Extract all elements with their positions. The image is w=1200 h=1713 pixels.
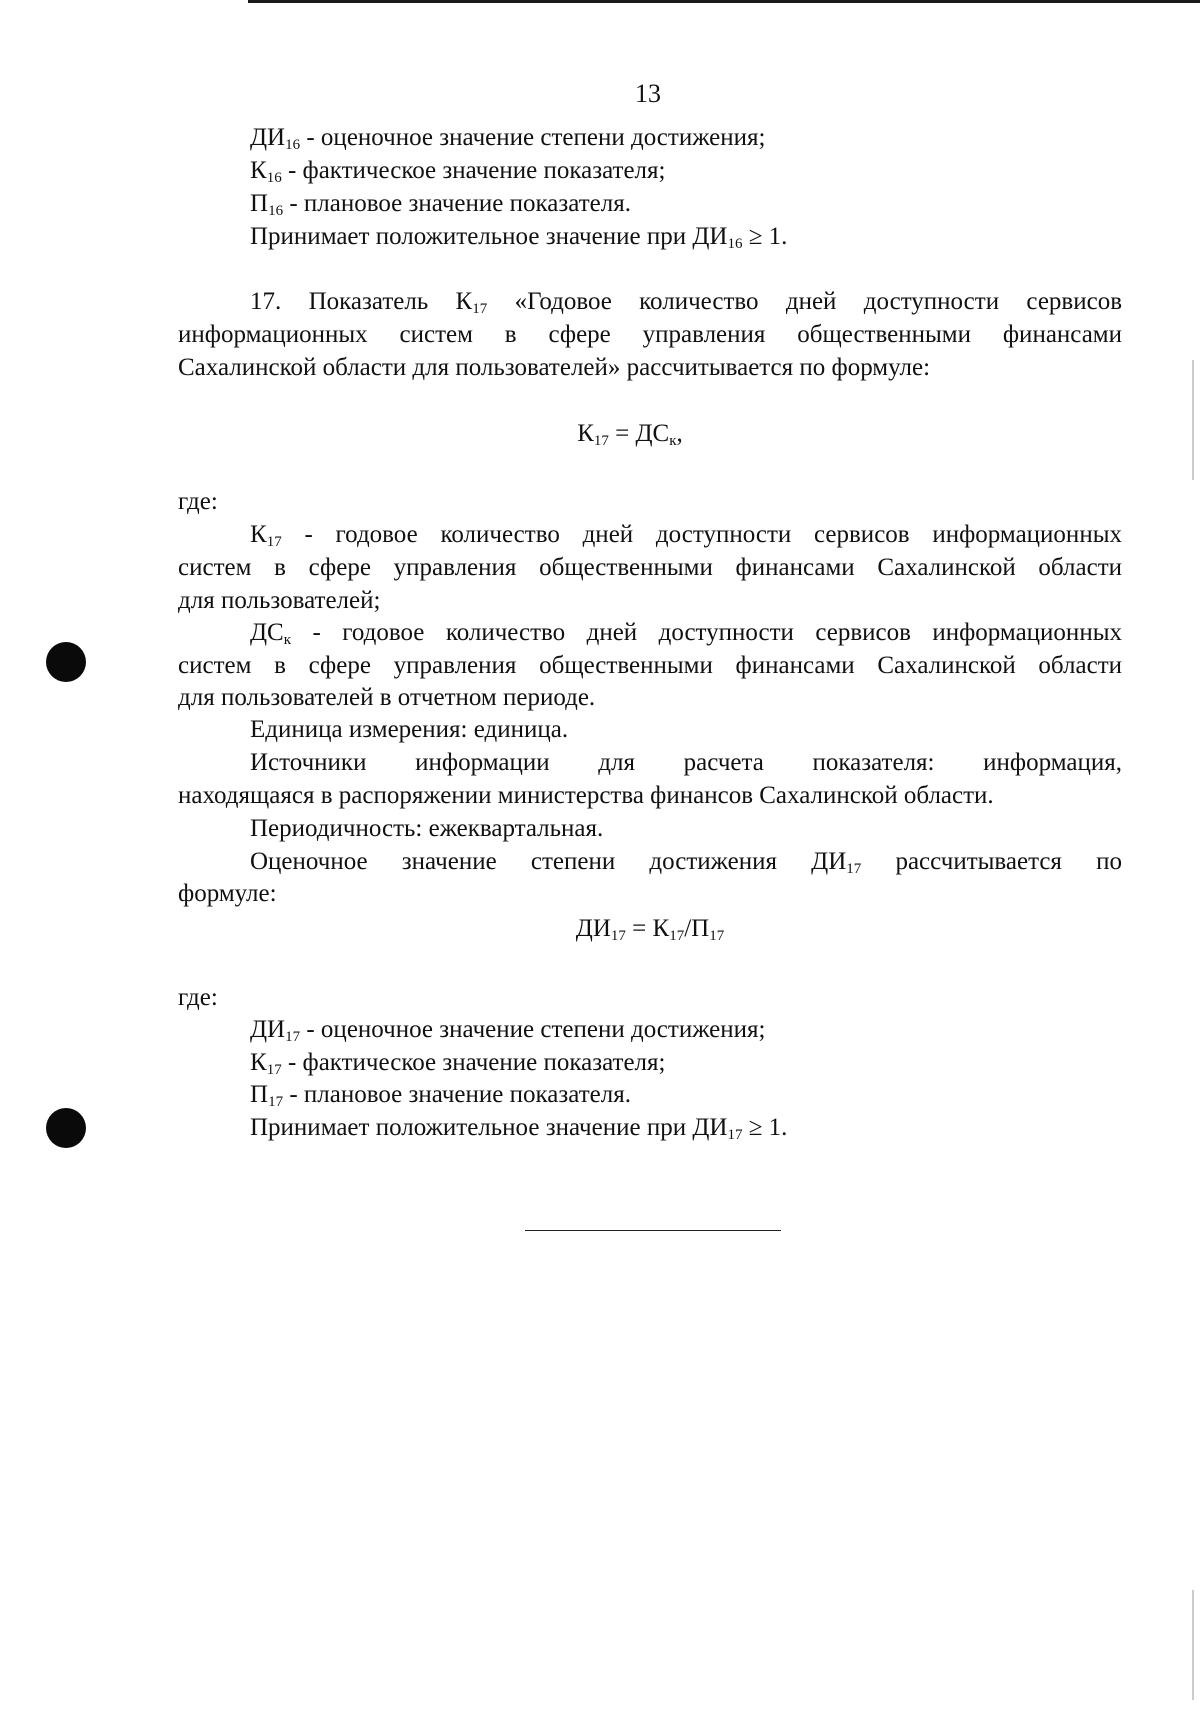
p17-definition: $П_{17}$ - плановое значение показателя.	[250, 1081, 631, 1110]
di16-positive-condition: Принимает положительное значение при $ДИ_{16} \ge 1$.	[250, 223, 788, 252]
unit-of-measure: Единица измерения: единица.	[250, 716, 569, 743]
item17-intro-line: информационных систем в сфере управления общественными финансами	[178, 321, 1122, 348]
assessment-line: Оценочное значение степени достижения $ДИ_{17}$ рассчитывается по	[250, 848, 1122, 877]
sources-line: Источники информации для расчета показателя: информация,	[250, 749, 1122, 776]
dsk-definition-line: $ДС_к$ - годовое количество дней доступности сервисов информационных	[250, 619, 1122, 648]
end-separator-line	[525, 1230, 781, 1231]
di17-positive-condition: Принимает положительное значение при $ДИ_{17} \ge 1$.	[250, 1114, 788, 1143]
punch-hole-mark	[46, 642, 86, 682]
k17-fact-definition: $К_{17}$ - фактическое значение показателя;	[250, 1049, 666, 1078]
dsk-definition-line: для пользователей в отчетном периоде.	[178, 684, 596, 711]
item17-intro-line: 17. Показатель $К_{17}$ «Годовое количество дней доступности сервисов	[250, 288, 1122, 317]
where-label: где:	[178, 984, 218, 1011]
di17-definition: $ДИ_{17}$ - оценочное значение степени достижения;	[250, 1016, 766, 1045]
assessment-line: формуле:	[178, 880, 277, 907]
item17-intro-line: Сахалинской области для пользователей» рассчитывается по формуле:	[178, 354, 931, 381]
periodicity: Периодичность: ежеквартальная.	[250, 815, 604, 842]
formula-di17: $ДИ_{17} = К_{17}/П_{17}$	[575, 915, 725, 944]
scan-edge-mark	[1192, 1590, 1194, 1700]
page-number: 13	[635, 79, 661, 108]
p16-definition: $П_{16}$ - плановое значение показателя.	[250, 190, 631, 219]
di16-definition: $ДИ_{16}$ - оценочное значение степени достижения;	[250, 124, 766, 153]
punch-hole-mark	[46, 1108, 86, 1148]
k17-definition-line: для пользователей;	[178, 587, 381, 614]
formula-k17: $К_{17} = ДС_к$,	[577, 420, 683, 449]
dsk-definition-line: систем в сфере управления общественными финансами Сахалинской области	[178, 652, 1122, 679]
k16-definition: $К_{16}$ - фактическое значение показателя;	[250, 157, 666, 186]
scan-top-border	[248, 0, 1200, 3]
scan-edge-mark	[1192, 360, 1194, 480]
k17-definition-line: $К_{17}$ - годовое количество дней доступности сервисов информационных	[250, 521, 1122, 550]
where-label: где:	[178, 488, 218, 515]
k17-definition-line: систем в сфере управления общественными финансами Сахалинской области	[178, 554, 1122, 581]
sources-line: находящаяся в распоряжении министерства финансов Сахалинской области.	[178, 782, 994, 809]
